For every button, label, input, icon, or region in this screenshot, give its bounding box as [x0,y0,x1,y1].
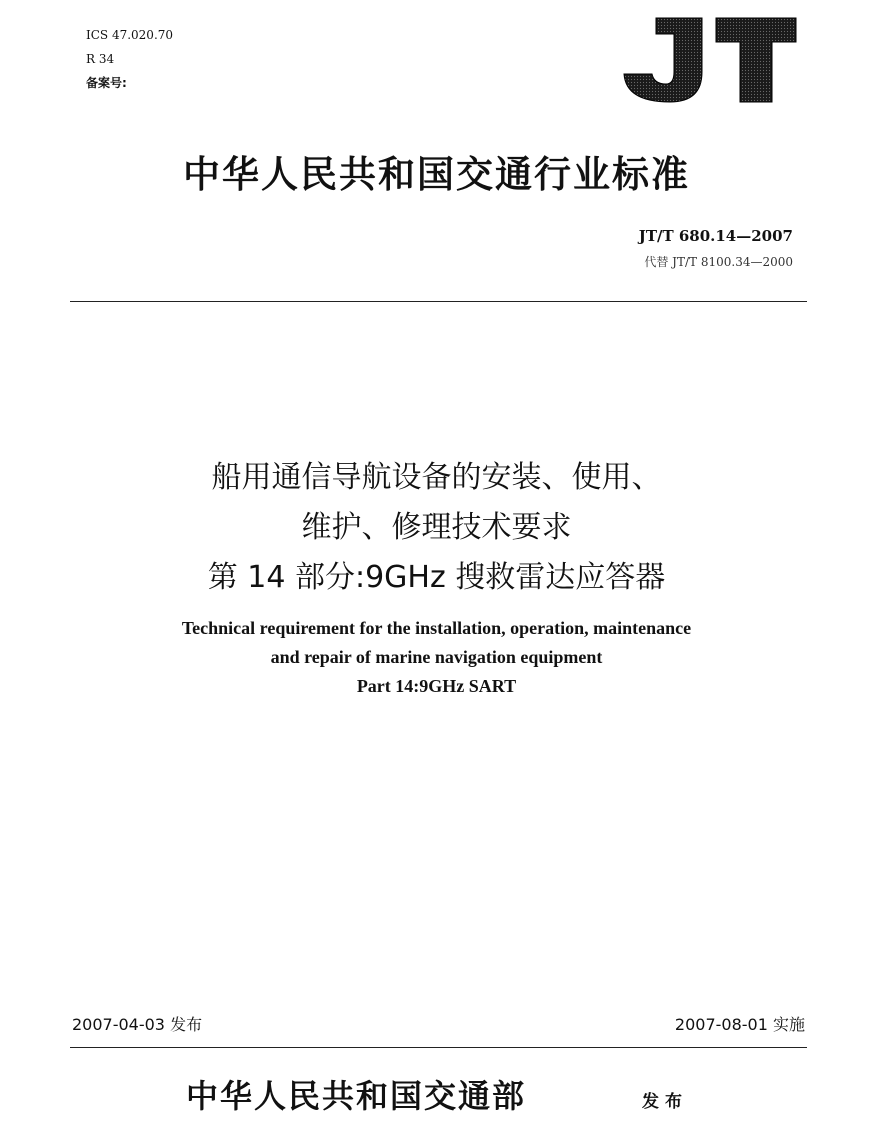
r-code: R 34 [86,52,115,66]
top-divider [70,301,807,302]
title-cn-line-2: 维护、修理技术要求 [301,510,572,545]
effective-date: 2007-08-01 实施 [674,1015,805,1034]
replaces-standard: 代替 JT/T 8100.34—2000 [644,255,793,269]
title-en-line-3: Part 14:9GHz SART [356,676,517,696]
title-en-line-1: Technical requirement for the installation, operation, maintenance [181,618,692,638]
bottom-divider [70,1047,807,1048]
standard-type-heading: 中华人民共和国交通行业标准 [183,152,690,196]
issuer-action: 发布 [642,1092,688,1112]
ics-code: ICS 47.020.70 [86,28,174,42]
title-cn-line-1: 船用通信导航设备的安装、使用、 [211,460,662,495]
title-cn-line-3: 第 14 部分:9GHz 搜救雷达应答器 [207,560,666,595]
filing-number-label: 备案号: [86,76,127,90]
publish-date: 2007-04-03 发布 [72,1015,203,1034]
issuer-name: 中华人民共和国交通部 [186,1077,527,1115]
standard-code: JT/T 680.14—2007 [638,227,793,245]
title-en-line-2: and repair of marine navigation equipment [270,647,603,667]
jt-logo [618,12,800,108]
